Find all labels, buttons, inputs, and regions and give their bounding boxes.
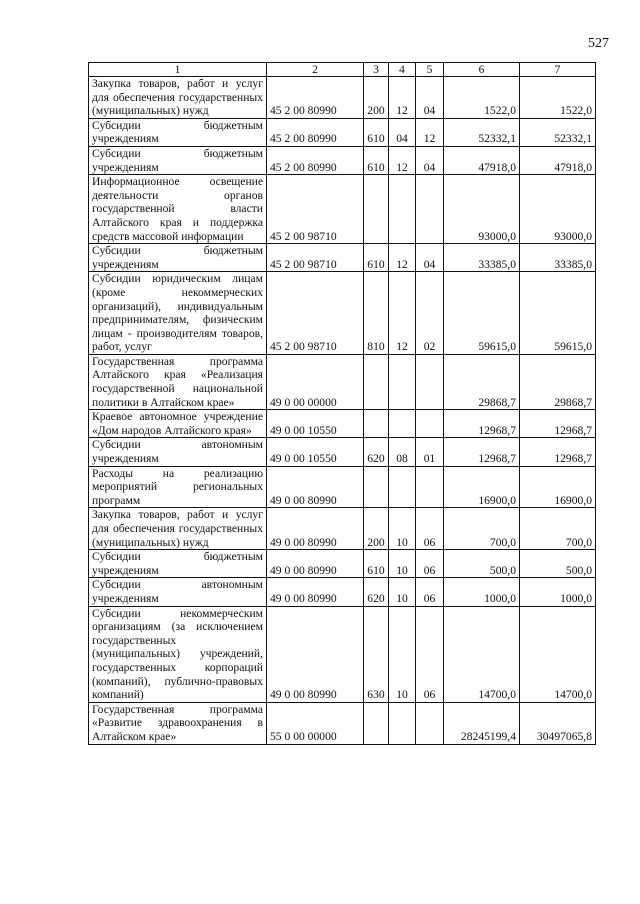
amount-year1-cell: 12968,7 <box>444 438 520 466</box>
table-row <box>89 77 596 119</box>
section-cell: 08 <box>389 438 416 466</box>
section-cell: 12 <box>389 272 416 355</box>
table-row <box>89 175 596 244</box>
amount-year1-cell: 12968,7 <box>444 410 520 438</box>
table-row <box>89 118 596 146</box>
amount-year1-cell: 33385,0 <box>444 244 520 272</box>
subsection-cell <box>416 175 444 244</box>
target-article-cell: 45 2 00 98710 <box>267 175 364 244</box>
section-cell: 12 <box>389 146 416 174</box>
expense-name-cell: Субсидии бюджетным учреждениям <box>89 118 267 146</box>
expense-name-cell: Субсидии некоммерческим организациям (за исключением государственных (муниципальных) учреждений, государственных корпораций (компаний), публично-правовых компаний) <box>89 606 267 702</box>
table-row <box>89 466 596 508</box>
amount-year2-cell: 59615,0 <box>520 272 596 355</box>
expense-type-cell: 610 <box>364 146 389 174</box>
expense-name-cell: Субсидии бюджетным учреждениям <box>89 244 267 272</box>
target-article-cell: 55 0 00 00000 <box>267 702 364 744</box>
amount-year2-cell: 1522,0 <box>520 77 596 119</box>
page-number: 527 <box>588 36 609 51</box>
subsection-cell: 06 <box>416 606 444 702</box>
table-row <box>89 438 596 466</box>
table-row <box>89 272 596 355</box>
expense-type-cell <box>364 175 389 244</box>
expense-type-cell: 810 <box>364 272 389 355</box>
target-article-cell: 45 2 00 80990 <box>267 146 364 174</box>
amount-year1-cell: 16900,0 <box>444 466 520 508</box>
target-article-cell: 49 0 00 10550 <box>267 410 364 438</box>
table-row <box>89 410 596 438</box>
subsection-cell: 06 <box>416 550 444 578</box>
section-cell <box>389 466 416 508</box>
amount-year2-cell: 93000,0 <box>520 175 596 244</box>
expense-name-cell: Субсидии автономным учреждениям <box>89 438 267 466</box>
table-row <box>89 550 596 578</box>
table-row <box>89 354 596 409</box>
table-header-row <box>89 63 596 77</box>
table-row <box>89 508 596 550</box>
expense-name-cell: Субсидии юридическим лицам (кроме некоммерческих организаций), индивидуальным предпринимателям, физическим лицам - производителям товаров, работ, услуг <box>89 272 267 355</box>
column-header: 6 <box>444 63 520 77</box>
target-article-cell: 49 0 00 80990 <box>267 606 364 702</box>
amount-year2-cell: 16900,0 <box>520 466 596 508</box>
target-article-cell: 45 2 00 80990 <box>267 118 364 146</box>
column-header: 5 <box>416 63 444 77</box>
amount-year2-cell: 14700,0 <box>520 606 596 702</box>
expense-name-cell: Краевое автономное учреждение «Дом народов Алтайского края» <box>89 410 267 438</box>
expense-name-cell: Закупка товаров, работ и услуг для обеспечения государственных (муниципальных) нужд <box>89 508 267 550</box>
subsection-cell: 06 <box>416 578 444 606</box>
section-cell: 10 <box>389 578 416 606</box>
expense-name-cell: Государственная программа «Развитие здравоохранения в Алтайском крае» <box>89 702 267 744</box>
table-row <box>89 244 596 272</box>
section-cell <box>389 410 416 438</box>
subsection-cell: 04 <box>416 244 444 272</box>
subsection-cell: 04 <box>416 77 444 119</box>
target-article-cell: 49 0 00 80990 <box>267 550 364 578</box>
amount-year2-cell: 30497065,8 <box>520 702 596 744</box>
amount-year2-cell: 52332,1 <box>520 118 596 146</box>
budget-table <box>88 62 596 745</box>
amount-year2-cell: 29868,7 <box>520 354 596 409</box>
amount-year2-cell: 47918,0 <box>520 146 596 174</box>
amount-year1-cell: 14700,0 <box>444 606 520 702</box>
amount-year2-cell: 33385,0 <box>520 244 596 272</box>
section-cell <box>389 354 416 409</box>
amount-year1-cell: 29868,7 <box>444 354 520 409</box>
amount-year1-cell: 1522,0 <box>444 77 520 119</box>
column-header: 4 <box>389 63 416 77</box>
subsection-cell: 04 <box>416 146 444 174</box>
target-article-cell: 49 0 00 80990 <box>267 508 364 550</box>
amount-year1-cell: 1000,0 <box>444 578 520 606</box>
expense-type-cell <box>364 702 389 744</box>
expense-name-cell: Закупка товаров, работ и услуг для обеспечения государственных (муниципальных) нужд <box>89 77 267 119</box>
section-cell: 04 <box>389 118 416 146</box>
table-row <box>89 606 596 702</box>
amount-year2-cell: 700,0 <box>520 508 596 550</box>
section-cell <box>389 702 416 744</box>
expense-type-cell: 610 <box>364 244 389 272</box>
expense-type-cell: 200 <box>364 508 389 550</box>
expense-type-cell: 200 <box>364 77 389 119</box>
column-header: 2 <box>267 63 364 77</box>
target-article-cell: 45 2 00 80990 <box>267 77 364 119</box>
section-cell <box>389 175 416 244</box>
amount-year2-cell: 12968,7 <box>520 410 596 438</box>
section-cell: 10 <box>389 550 416 578</box>
expense-type-cell: 610 <box>364 118 389 146</box>
target-article-cell: 49 0 00 10550 <box>267 438 364 466</box>
expense-type-cell: 630 <box>364 606 389 702</box>
expense-type-cell: 620 <box>364 578 389 606</box>
section-cell: 12 <box>389 77 416 119</box>
section-cell: 10 <box>389 508 416 550</box>
amount-year1-cell: 59615,0 <box>444 272 520 355</box>
subsection-cell <box>416 354 444 409</box>
expense-name-cell: Субсидии бюджетным учреждениям <box>89 550 267 578</box>
amount-year1-cell: 500,0 <box>444 550 520 578</box>
section-cell: 12 <box>389 244 416 272</box>
table-row <box>89 702 596 744</box>
expense-name-cell: Субсидии автономным учреждениям <box>89 578 267 606</box>
subsection-cell: 06 <box>416 508 444 550</box>
expense-type-cell <box>364 410 389 438</box>
subsection-cell <box>416 702 444 744</box>
expense-type-cell <box>364 466 389 508</box>
target-article-cell: 49 0 00 00000 <box>267 354 364 409</box>
expense-name-cell: Государственная программа Алтайского края «Реализация государственной национальной политики в Алтайском крае» <box>89 354 267 409</box>
amount-year1-cell: 28245199,4 <box>444 702 520 744</box>
amount-year2-cell: 500,0 <box>520 550 596 578</box>
expense-name-cell: Информационное освещение деятельности органов государственной власти Алтайского края и поддержка средств массовой информации <box>89 175 267 244</box>
table-row <box>89 578 596 606</box>
amount-year2-cell: 1000,0 <box>520 578 596 606</box>
amount-year1-cell: 47918,0 <box>444 146 520 174</box>
target-article-cell: 45 2 00 98710 <box>267 272 364 355</box>
target-article-cell: 49 0 00 80990 <box>267 578 364 606</box>
amount-year1-cell: 93000,0 <box>444 175 520 244</box>
subsection-cell: 12 <box>416 118 444 146</box>
expense-type-cell: 620 <box>364 438 389 466</box>
column-header: 1 <box>89 63 267 77</box>
expense-name-cell: Субсидии бюджетным учреждениям <box>89 146 267 174</box>
expense-name-cell: Расходы на реализацию мероприятий региональных программ <box>89 466 267 508</box>
column-header: 3 <box>364 63 389 77</box>
amount-year1-cell: 700,0 <box>444 508 520 550</box>
expense-type-cell: 610 <box>364 550 389 578</box>
amount-year1-cell: 52332,1 <box>444 118 520 146</box>
expense-type-cell <box>364 354 389 409</box>
target-article-cell: 45 2 00 98710 <box>267 244 364 272</box>
table-row <box>89 146 596 174</box>
column-header: 7 <box>520 63 596 77</box>
subsection-cell: 01 <box>416 438 444 466</box>
subsection-cell <box>416 466 444 508</box>
section-cell: 10 <box>389 606 416 702</box>
subsection-cell <box>416 410 444 438</box>
subsection-cell: 02 <box>416 272 444 355</box>
target-article-cell: 49 0 00 80990 <box>267 466 364 508</box>
amount-year2-cell: 12968,7 <box>520 438 596 466</box>
